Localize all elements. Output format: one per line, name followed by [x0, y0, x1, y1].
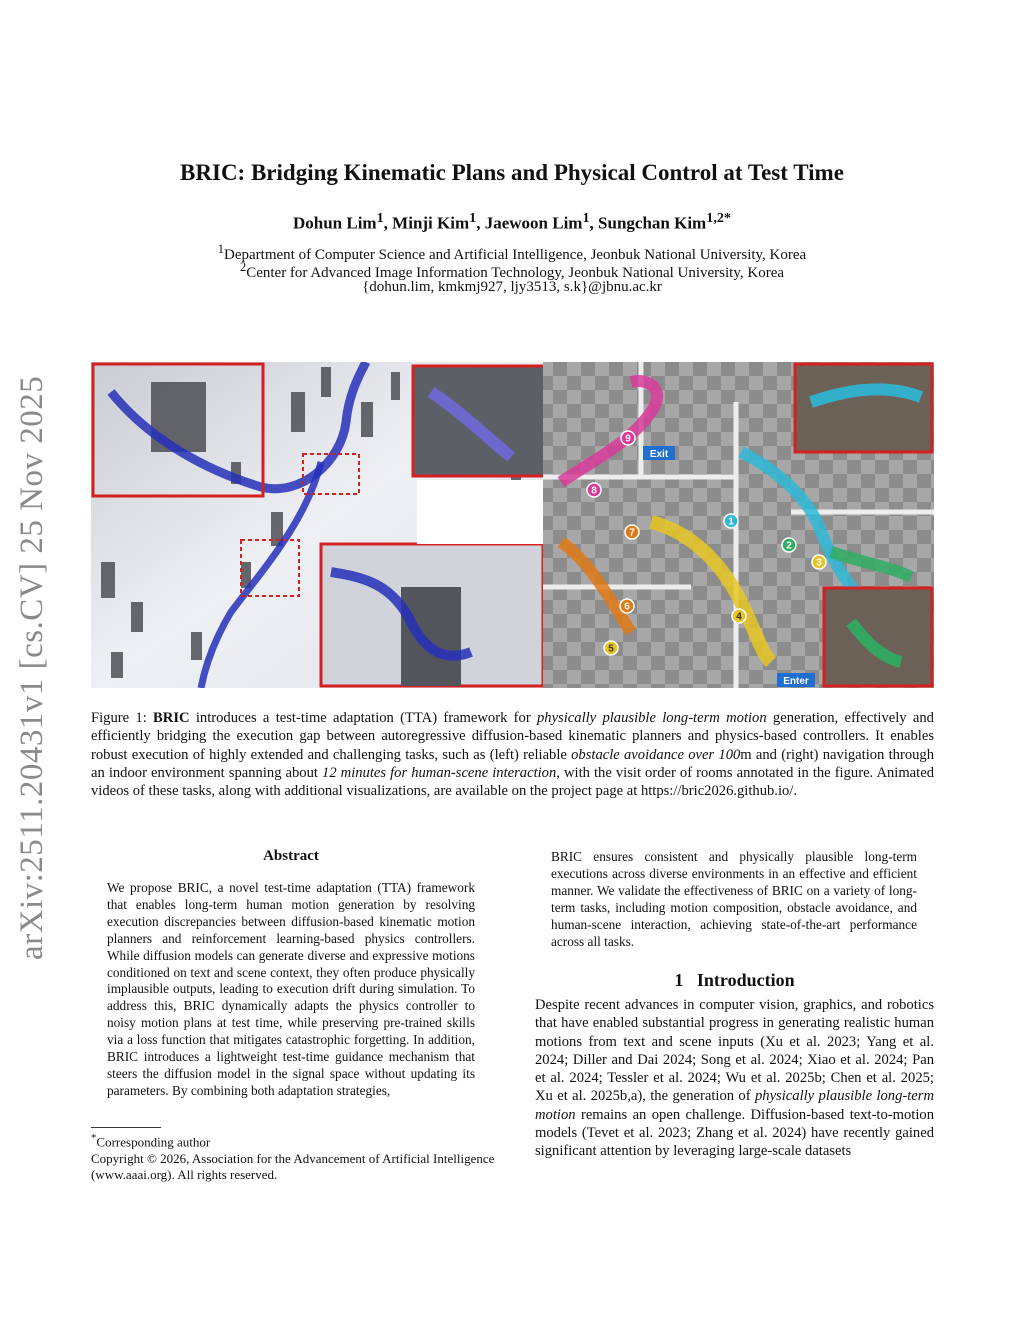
room-marker — [620, 599, 634, 613]
corresponding-author-note — [91, 1130, 501, 1151]
intro-text: remains an open challenge. Diffusion-based text-to-motion models (Tevet et al. 2023; Zhang et al. 2024) have recently gained significant attention by leveraging large-scale datasets — [535, 1106, 934, 1160]
affil-text: Center for Advanced Image Information Technology, Jeonbuk National University, Korea — [246, 265, 785, 281]
room-marker — [724, 514, 738, 528]
abstract-text: We propose BRIC, a novel test-time adaptation (TTA) framework that enables long-term human motion generation by resolving execution discrepancies between diffusion-based kinematic motion planners and reinforcement learning-based physics controllers. While diffusion models can generate diverse and expressive motions conditioned on text and scene context, they often produce physically implausible outputs, leading to execution drift during simulation. To address this, BRIC dynamically adapts the physics controller to noisy motion plans at test time, while preserving pre-trained skills via a loss function that mitigates catastrophic forgetting. In addition, BRIC introduces a lightweight test-time guidance mechanism that steers the diffusion model in the signal space without updating its parameters. By combining both adaptation strategies, — [107, 880, 475, 1098]
author-affil-mark: 1 — [582, 210, 590, 226]
caption-unit: m — [740, 746, 752, 763]
intro-emphasis: physically plausible long-term motion — [535, 1088, 934, 1123]
footnote-mark: * — [91, 1132, 97, 1144]
section-heading — [535, 970, 934, 991]
figure-blank — [417, 480, 543, 544]
caption-emphasis: physically plausible long-term motion — [536, 710, 767, 726]
svg-text:7: 7 — [629, 527, 635, 539]
svg-text:2: 2 — [786, 540, 792, 552]
figure-1 — [91, 362, 934, 688]
svg-text:3: 3 — [816, 557, 822, 569]
author-affil-mark: 1 — [376, 210, 384, 226]
svg-text:4: 4 — [736, 611, 742, 623]
caption-label: Figure 1: — [91, 710, 154, 726]
author-emails: {dohun.lim, kmkmj927, ljy3513, s.k}@jbnu.ac.kr — [362, 279, 662, 295]
footnote — [91, 1130, 501, 1184]
author-name: Sungchan Kim — [598, 213, 707, 233]
affil-mark: 2 — [239, 260, 247, 274]
caption-text: , with the visit order of rooms annotated in the figure. Animated videos of these tasks, along with additional visualizations, are available on the project page at https://bric2026.github.io/. — [91, 764, 934, 800]
room-marker — [782, 538, 796, 552]
author-name: Minji Kim — [392, 213, 470, 233]
room-marker — [587, 483, 601, 497]
author-name: Dohun Lim — [292, 213, 377, 233]
room-marker — [732, 609, 746, 623]
abstract-text-continued: BRIC ensures consistent and physically plausible long-term executions across diverse environments in an effective and efficient manner. We validate the effectiveness of BRIC on a variety of long-term tasks, including motion composition, obstacle avoidance, and human-scene interaction, achieving state-of-the-art performance across all tasks. — [551, 849, 917, 949]
svg-text:9: 9 — [625, 433, 631, 445]
arxiv-identifier: arXiv:2511.20431v1 [cs.CV] 25 Nov 2025 — [14, 375, 50, 960]
figure-caption — [91, 709, 934, 800]
caption-text: and (right) navigation through an indoor environment spanning about — [91, 746, 935, 781]
indoor-inset-box — [824, 588, 932, 686]
copyright-notice: Copyright © 2026, Association for the Advancement of Artificial Intelligence (www.aaai.org). All rights reserved. — [91, 1150, 495, 1183]
author-list: Dohun Lim$^1$, Minji Kim$^1$, Jaewoon Lim$^1$, Sungchan Kim$^{1,2*}$ — [292, 210, 732, 233]
caption-text: generation, effectively and efficiently bridging the execution gap between autoregressive diffusion-based kinematic planners and physics-based controllers. It enables robust execution of highly extended and challenging tasks, such as (left) reliable — [91, 710, 934, 763]
affil-text: Department of Computer Science and Artificial Intelligence, Jeonbuk National University, Korea — [224, 247, 807, 263]
svg-text:5: 5 — [608, 643, 614, 655]
affil-mark: 1 — [217, 242, 225, 256]
author-affil-mark: 1,2* — [706, 210, 732, 226]
caption-bold: BRIC — [153, 710, 190, 726]
intro-text: Despite recent advances in computer vision, graphics, and robotics that have enabled substantial progress in generating realistic human motions from text and scene inputs (Xu et al. 2023; Yang et al. 2024; Diller and Dai 2024; Song et al. 2024; Xiao et al. 2024; Pan et al. 2024; Tessler et al. 2024; Wu et al. 2025b; Chen et al. 2025; Xu et al. 2025b,a), the generation of — [535, 997, 934, 1105]
room-marker — [604, 641, 618, 655]
enter-label — [777, 673, 815, 687]
room-marker — [812, 555, 826, 569]
footnote-rule — [91, 1127, 161, 1128]
footnote-text: Corresponding author — [96, 1134, 211, 1150]
section-number: 1 — [674, 970, 684, 990]
abstract-heading: Abstract — [263, 848, 319, 864]
room-marker — [621, 431, 635, 445]
author-affil-mark: 1 — [469, 210, 477, 226]
indoor-inset-box — [413, 366, 559, 476]
svg-text:Exit: Exit — [649, 449, 669, 460]
indoor-inset-box — [795, 364, 932, 452]
obstacle-pillar — [401, 587, 461, 686]
exit-label — [643, 446, 675, 460]
paper-title: BRIC: Bridging Kinematic Plans and Physical Control at Test Time — [180, 160, 844, 185]
svg-text:6: 6 — [624, 601, 630, 613]
intro-paragraph — [535, 996, 934, 1161]
caption-text: introduces a test-time adaptation (TTA) framework for — [189, 710, 537, 726]
section-title: Introduction — [696, 970, 795, 990]
figure-1-image — [91, 362, 934, 688]
caption-emphasis: 12 minutes for human-scene interaction — [322, 764, 557, 781]
svg-text:Enter: Enter — [783, 676, 809, 687]
svg-text:8: 8 — [591, 485, 597, 497]
caption-emphasis: obstacle avoidance over 100 — [571, 746, 741, 763]
arxiv-side-stamp — [14, 365, 58, 960]
svg-text:1: 1 — [728, 516, 734, 528]
author-name: Jaewoon Lim — [484, 213, 583, 233]
room-marker — [625, 525, 639, 539]
